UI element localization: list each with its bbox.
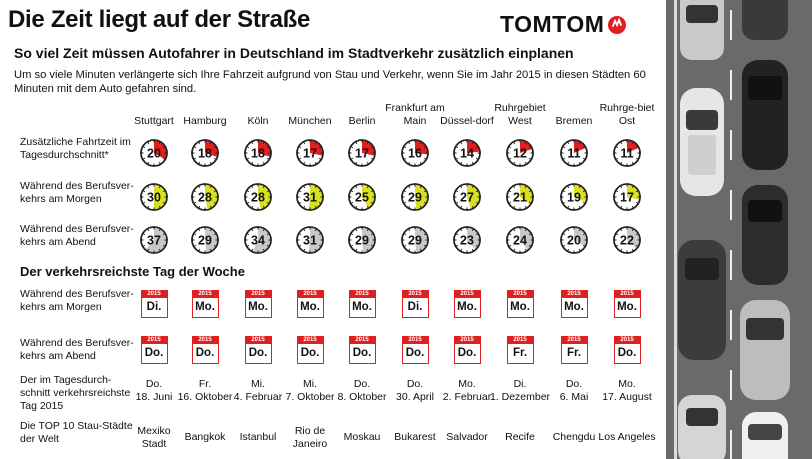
top10-city-line: Moskau: [343, 431, 381, 443]
tomtom-logo: [500, 11, 627, 38]
calendar-year: 2015: [508, 291, 533, 298]
label-busiest-day: Der im Tagesdurch-schnitt verkehrsreichste Tag 2015: [20, 374, 131, 412]
clock-value: 18: [198, 146, 212, 161]
road-cars-illustration: [666, 0, 812, 459]
clock-value: 22: [620, 233, 634, 248]
clock-value: 16: [408, 146, 422, 161]
top10-city-line: Stadt: [141, 438, 167, 450]
clock-value: 20: [147, 146, 161, 161]
busiest-weekday: Mo.: [618, 378, 636, 390]
morning-day-calendar: [402, 290, 429, 318]
top10-city: [591, 431, 663, 444]
calendar-year: 2015: [142, 291, 167, 298]
evening-clock: [295, 225, 325, 255]
top10-city-line: Bangkok: [184, 431, 226, 443]
busiest-weekday: Di.: [513, 378, 527, 390]
calendar-year: 2015: [455, 291, 480, 298]
label-day-morning: Während des Berufsver-kehrs am Morgen: [20, 288, 134, 313]
morning-clock: [139, 182, 169, 212]
calendar-day: Do.: [300, 347, 320, 359]
clock-value: 29: [355, 233, 369, 248]
clock-value: 31: [303, 190, 317, 205]
section-busiest-day-title: Der verkehrsreichste Tag der Woche: [20, 264, 245, 279]
morning-clock: [612, 182, 642, 212]
morning-day-calendar: [245, 290, 272, 318]
busiest-date: [591, 378, 663, 404]
morning-clock: [190, 182, 220, 212]
clock-value: 34: [251, 233, 265, 248]
calendar-day: Mo.: [248, 301, 268, 313]
top10-city-line: Rio de: [294, 425, 326, 437]
busiest-day-date: 17. August: [602, 391, 652, 403]
clock-value: 28: [198, 190, 212, 205]
calendar-day: Di.: [146, 301, 162, 313]
busiest-weekday: Fr.: [198, 378, 212, 390]
logo-text: TOMTOM: [500, 11, 605, 37]
morning-day-calendar: [349, 290, 376, 318]
morning-clock: [295, 182, 325, 212]
calendar-year: 2015: [350, 337, 375, 344]
clock-value: 29: [408, 190, 422, 205]
morning-day-calendar: [141, 290, 168, 318]
city-name: Ruhrgebiet West: [494, 102, 546, 127]
calendar-day: Do.: [405, 347, 425, 359]
clock-value: 37: [147, 233, 161, 248]
evening-day-calendar: [561, 336, 588, 364]
morning-clock: [347, 182, 377, 212]
clock-value: 24: [513, 233, 527, 248]
label-day-evening: Während des Berufsver-kehrs am Abend: [20, 337, 134, 362]
clock-value: 20: [567, 233, 581, 248]
city-header: [591, 100, 663, 128]
calendar-year: 2015: [615, 337, 640, 344]
morning-clock: [559, 182, 589, 212]
calendar-day: Mo.: [195, 301, 215, 313]
evening-day-calendar: [507, 336, 534, 364]
city-name: München: [288, 115, 332, 127]
busiest-day-date: 1. Dezember: [489, 391, 551, 403]
morning-day-calendar: [561, 290, 588, 318]
busiest-day-date: 4. Februar: [233, 391, 283, 403]
calendar-year: 2015: [455, 337, 480, 344]
city-name: Düssel-dorf: [440, 115, 494, 127]
calendar-year: 2015: [193, 337, 218, 344]
evening-clock: [347, 225, 377, 255]
page-subtitle: So viel Zeit müssen Autofahrer in Deutschland im Stadtverkehr zusätzlich einplanen: [14, 45, 574, 61]
extra-time-clock: [452, 138, 482, 168]
busiest-day-date: 18. Juni: [135, 391, 173, 403]
label-evening: Während des Berufsver-kehrs am Abend: [20, 223, 134, 248]
calendar-year: 2015: [298, 291, 323, 298]
evening-clock: [505, 225, 535, 255]
busiest-weekday: Do.: [565, 378, 583, 390]
calendar-day: Mo.: [457, 301, 477, 313]
top10-city-line: Janeiro: [292, 438, 328, 450]
road-photo: [666, 0, 812, 459]
clock-value: 29: [198, 233, 212, 248]
calendar-day: Di.: [407, 301, 423, 313]
busiest-weekday: Do.: [145, 378, 163, 390]
evening-clock: [612, 225, 642, 255]
busiest-day-date: 8. Oktober: [337, 391, 387, 403]
clock-value: 19: [567, 190, 581, 205]
morning-clock: [243, 182, 273, 212]
label-top10: Die TOP 10 Stau-Städte der Welt: [20, 420, 133, 445]
evening-day-calendar: [454, 336, 481, 364]
morning-clock: [400, 182, 430, 212]
calendar-year: 2015: [142, 337, 167, 344]
calendar-day: Mo.: [300, 301, 320, 313]
calendar-year: 2015: [246, 337, 271, 344]
city-name: Köln: [247, 115, 269, 127]
clock-value: 28: [251, 190, 265, 205]
extra-time-clock: [295, 138, 325, 168]
evening-day-calendar: [349, 336, 376, 364]
top10-city-line: Istanbul: [239, 431, 277, 443]
clock-value: 14: [460, 146, 474, 161]
morning-day-calendar: [454, 290, 481, 318]
extra-time-clock: [347, 138, 377, 168]
evening-clock: [243, 225, 273, 255]
extra-time-clock: [505, 138, 535, 168]
calendar-year: 2015: [403, 337, 428, 344]
evening-clock: [139, 225, 169, 255]
top10-city-line: Salvador: [446, 431, 488, 443]
busiest-weekday: Do.: [353, 378, 371, 390]
busiest-day-date: 6. Mai: [559, 391, 589, 403]
calendar-year: 2015: [562, 337, 587, 344]
tomtom-hand-icon: [607, 15, 627, 35]
extra-time-clock: [243, 138, 273, 168]
morning-day-calendar: [297, 290, 324, 318]
calendar-day: Do.: [195, 347, 215, 359]
calendar-year: 2015: [193, 291, 218, 298]
calendar-year: 2015: [508, 337, 533, 344]
calendar-day: Do.: [144, 347, 164, 359]
clock-value: 25: [355, 190, 369, 205]
extra-time-clock: [400, 138, 430, 168]
calendar-day: Mo.: [352, 301, 372, 313]
label-morning: Während des Berufsver-kehrs am Morgen: [20, 180, 134, 205]
intro-text: Um so viele Minuten verlängerte sich Ihre Fahrzeit aufgrund von Stau und Verkehr, wenn Sie im Jahr 2015 in diesen Städten 60 Minuten mit dem Auto gefahren sind.: [14, 69, 646, 95]
calendar-day: Do.: [617, 347, 637, 359]
evening-day-calendar: [402, 336, 429, 364]
busiest-weekday: Mo.: [458, 378, 476, 390]
calendar-day: Do.: [457, 347, 477, 359]
morning-day-calendar: [192, 290, 219, 318]
morning-day-calendar: [614, 290, 641, 318]
busiest-day-date: 16. Oktober: [177, 391, 233, 403]
calendar-day: Mo.: [617, 301, 637, 313]
clock-value: 31: [303, 233, 317, 248]
page-title: Die Zeit liegt auf der Straße: [8, 6, 311, 33]
clock-value: 11: [567, 146, 581, 161]
clock-value: 27: [460, 190, 474, 205]
clock-value: 23: [460, 233, 474, 248]
top10-city-line: Los Angeles: [598, 431, 656, 443]
calendar-year: 2015: [562, 291, 587, 298]
calendar-year: 2015: [615, 291, 640, 298]
calendar-year: 2015: [350, 291, 375, 298]
morning-clock: [505, 182, 535, 212]
evening-clock: [559, 225, 589, 255]
clock-value: 17: [620, 190, 634, 205]
clock-value: 18: [251, 146, 265, 161]
extra-time-clock: [612, 138, 642, 168]
extra-time-clock: [559, 138, 589, 168]
city-name: Stuttgart: [134, 115, 174, 127]
top10-city-line: Recife: [505, 431, 535, 443]
extra-time-clock: [139, 138, 169, 168]
top10-city-line: Bukarest: [394, 431, 436, 443]
city-name: Ruhrge-biet Ost: [599, 102, 655, 127]
top10-city-line: Mexiko: [137, 425, 171, 437]
calendar-day: Fr.: [512, 347, 528, 359]
calendar-year: 2015: [403, 291, 428, 298]
evening-day-calendar: [245, 336, 272, 364]
clock-value: 29: [408, 233, 422, 248]
calendar-year: 2015: [298, 337, 323, 344]
clock-value: 12: [513, 146, 527, 161]
clock-value: 30: [147, 190, 161, 205]
busiest-day-date: 7. Oktober: [285, 391, 335, 403]
calendar-day: Do.: [248, 347, 268, 359]
evening-day-calendar: [192, 336, 219, 364]
calendar-day: Mo.: [564, 301, 584, 313]
calendar-day: Mo.: [510, 301, 530, 313]
clock-value: 17: [303, 146, 317, 161]
evening-day-calendar: [141, 336, 168, 364]
city-name: Berlin: [348, 115, 376, 127]
evening-clock: [190, 225, 220, 255]
evening-clock: [452, 225, 482, 255]
morning-clock: [452, 182, 482, 212]
calendar-day: Fr.: [566, 347, 582, 359]
city-name: Frankfurt am Main: [385, 102, 445, 127]
calendar-day: Do.: [352, 347, 372, 359]
evening-day-calendar: [297, 336, 324, 364]
clock-value: 17: [355, 146, 369, 161]
city-name: Hamburg: [183, 115, 227, 127]
busiest-weekday: Do.: [406, 378, 424, 390]
label-extra-time: Zusätzliche Fahrtzeit im Tagesdurchschnitt*: [20, 136, 131, 161]
extra-time-clock: [190, 138, 220, 168]
busiest-day-date: 2. Februar: [442, 391, 492, 403]
city-name: Bremen: [555, 115, 593, 127]
evening-clock: [400, 225, 430, 255]
busiest-day-date: 30. April: [396, 391, 434, 403]
morning-day-calendar: [507, 290, 534, 318]
evening-day-calendar: [614, 336, 641, 364]
clock-value: 21: [513, 190, 527, 205]
top10-city-line: Chengdu: [552, 431, 596, 443]
calendar-year: 2015: [246, 291, 271, 298]
clock-value: 11: [620, 146, 634, 161]
busiest-weekday: Mi.: [251, 378, 265, 390]
busiest-weekday: Mi.: [303, 378, 317, 390]
